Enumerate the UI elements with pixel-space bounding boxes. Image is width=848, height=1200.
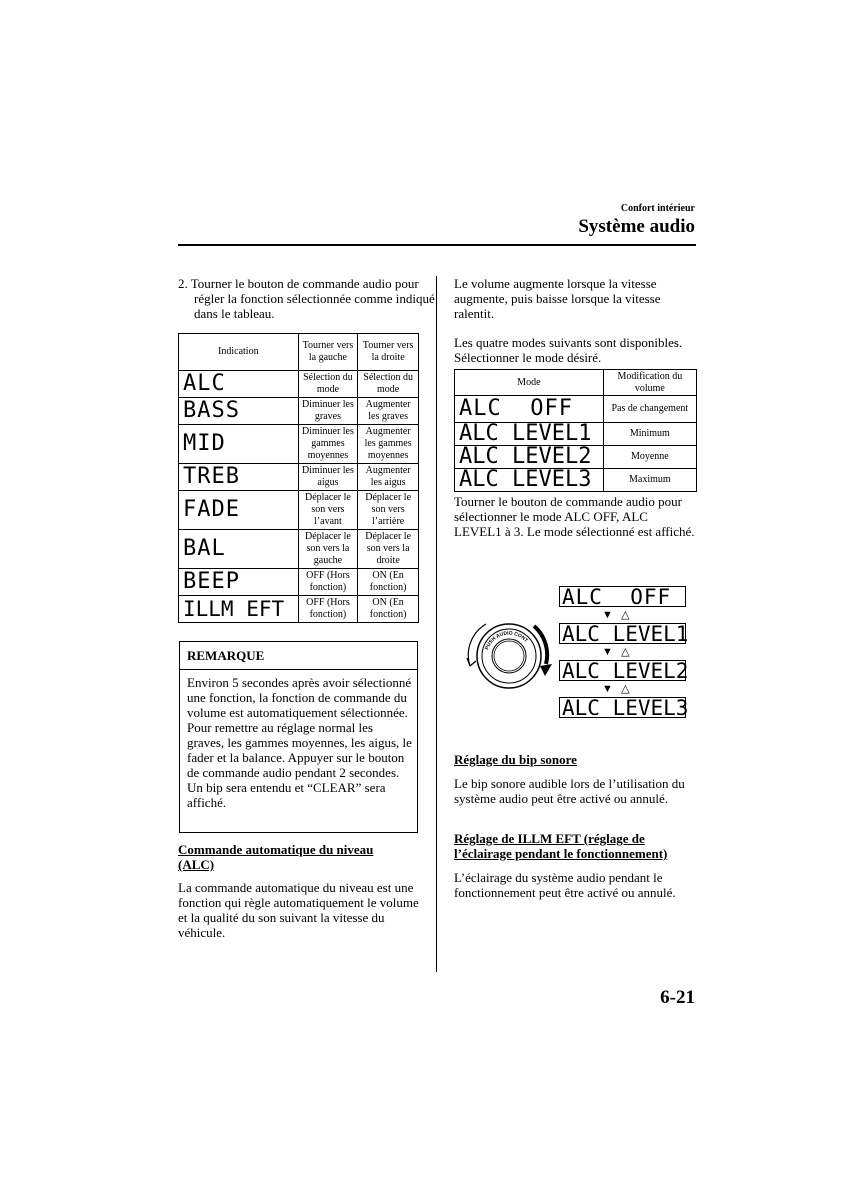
display-indication: BEEP xyxy=(179,569,299,596)
display-indication: TREB xyxy=(179,464,299,491)
table-row xyxy=(455,446,697,469)
turn-left-cell: Déplacer le son vers l’avant xyxy=(298,491,358,530)
turn-right-cell: Sélection du mode xyxy=(358,371,419,398)
table-row xyxy=(455,469,697,492)
alc-off-display: ALC OFF xyxy=(559,586,686,607)
turn-left-cell: Déplacer le son vers la gauche xyxy=(298,530,358,569)
table-row xyxy=(179,491,419,530)
beep-heading: Réglage du bip sonore xyxy=(454,752,577,767)
arrow-pair-icon: ▼ △ xyxy=(602,646,630,658)
display-mode: ALC LEVEL3 xyxy=(455,469,604,492)
alc-heading: Commande automatique du niveau (ALC) xyxy=(178,842,374,872)
select-mode-paragraph: Tourner le bouton de commande audio pour sélectionner le mode ALC OFF, ALC LEVEL1 à 3. Le mode sélectionné est affiché. xyxy=(454,494,695,539)
display-indication: FADE xyxy=(179,491,299,530)
table-header: Indication xyxy=(179,334,299,371)
table-header: Tourner vers la droite xyxy=(358,334,419,371)
header-rule xyxy=(178,244,696,246)
turn-left-cell: Diminuer les aigus xyxy=(298,464,358,491)
section-label: Confort intérieur xyxy=(620,203,695,214)
beep-text: Le bip sonore audible lors de l’utilisation du système audio peut être activé ou annulé. xyxy=(454,776,685,806)
note-body: Environ 5 secondes après avoir sélectionné une fonction, la fonction de commande du volume est automatiquement sélectionnée. Pour remettre au réglage normal les graves, les gammes moyennes, les aigus, le fader et la balance. Appuyer sur le bouton de commande audio pendant 2 secondes. Un bip sera entendu et “CLEAR” sera affiché. xyxy=(187,675,412,810)
turn-left-cell: Diminuer les graves xyxy=(298,398,358,425)
display-indication: ALC xyxy=(179,371,299,398)
turn-left-cell: OFF (Hors fonction) xyxy=(298,569,358,596)
turn-right-cell: ON (En fonction) xyxy=(358,569,419,596)
table-row xyxy=(179,596,419,623)
alc-diagram xyxy=(452,586,697,720)
volume-change-cell: Maximum xyxy=(603,469,696,492)
turn-left-cell: OFF (Hors fonction) xyxy=(298,596,358,623)
table-row xyxy=(455,423,697,446)
table-row xyxy=(179,530,419,569)
display-indication: BAL xyxy=(179,530,299,569)
turn-right-cell: Augmenter les aigus xyxy=(358,464,419,491)
column-divider xyxy=(436,276,437,972)
alc-level1-display: ALC LEVEL1 xyxy=(559,623,686,644)
volume-change-cell: Minimum xyxy=(603,423,696,446)
illm-heading: Réglage de ILLM EFT (réglage de l’éclairage pendant le fonctionnement) xyxy=(454,831,668,861)
table-row xyxy=(179,398,419,425)
function-table xyxy=(178,333,419,623)
display-indication: BASS xyxy=(179,398,299,425)
table-header: Modification du volume xyxy=(603,370,696,396)
note-title: REMARQUE xyxy=(180,642,417,670)
volume-paragraph: Le volume augmente lorsque la vitesse augmente, puis baisse lorsque la vitesse ralentit. xyxy=(454,276,661,321)
page-title: Système audio xyxy=(578,216,695,237)
turn-right-cell: Augmenter les gammes moyennes xyxy=(358,425,419,464)
arrow-pair-icon: ▼ △ xyxy=(602,609,630,621)
modes-paragraph: Les quatre modes suivants sont disponibles. Sélectionner le mode désiré. xyxy=(454,335,683,365)
table-header: Mode xyxy=(455,370,604,396)
display-mode: ALC LEVEL2 xyxy=(455,446,604,469)
turn-right-cell: Déplacer le son vers la droite xyxy=(358,530,419,569)
alc-mode-table xyxy=(454,369,697,492)
turn-left-cell: Diminuer les gammes moyennes xyxy=(298,425,358,464)
table-row xyxy=(179,569,419,596)
audio-knob-icon xyxy=(452,604,552,714)
knob-label: PUSH AUDIO CONT xyxy=(484,630,529,651)
table-row xyxy=(179,425,419,464)
turn-right-cell: Augmenter les graves xyxy=(358,398,419,425)
note-box xyxy=(179,641,418,833)
arrow-pair-icon: ▼ △ xyxy=(602,683,630,695)
step-2-text: 2. Tourner le bouton de commande audio pour régler la fonction sélectionnée comme indiqué dans le tableau. xyxy=(178,276,435,321)
turn-right-cell: ON (En fonction) xyxy=(358,596,419,623)
display-indication: ILLM EFT xyxy=(179,596,299,623)
display-mode: ALC LEVEL1 xyxy=(455,423,604,446)
alc-level2-display: ALC LEVEL2 xyxy=(559,660,686,681)
turn-left-cell: Sélection du mode xyxy=(298,371,358,398)
table-row xyxy=(179,371,419,398)
table-row xyxy=(455,396,697,423)
page-number: 6-21 xyxy=(660,987,695,1008)
table-row xyxy=(179,464,419,491)
volume-change-cell: Pas de changement xyxy=(603,396,696,423)
volume-change-cell: Moyenne xyxy=(603,446,696,469)
illm-text: L’éclairage du système audio pendant le fonctionnement peut être activé ou annulé. xyxy=(454,870,676,900)
display-mode: ALC OFF xyxy=(455,396,604,423)
alc-text: La commande automatique du niveau est une fonction qui règle automatiquement le volume et la qualité du son suivant la vitesse du véhicule. xyxy=(178,880,419,940)
alc-level3-display: ALC LEVEL3 xyxy=(559,697,686,718)
turn-right-cell: Déplacer le son vers l’arrière xyxy=(358,491,419,530)
table-header: Tourner vers la gauche xyxy=(298,334,358,371)
display-indication: MID xyxy=(179,425,299,464)
